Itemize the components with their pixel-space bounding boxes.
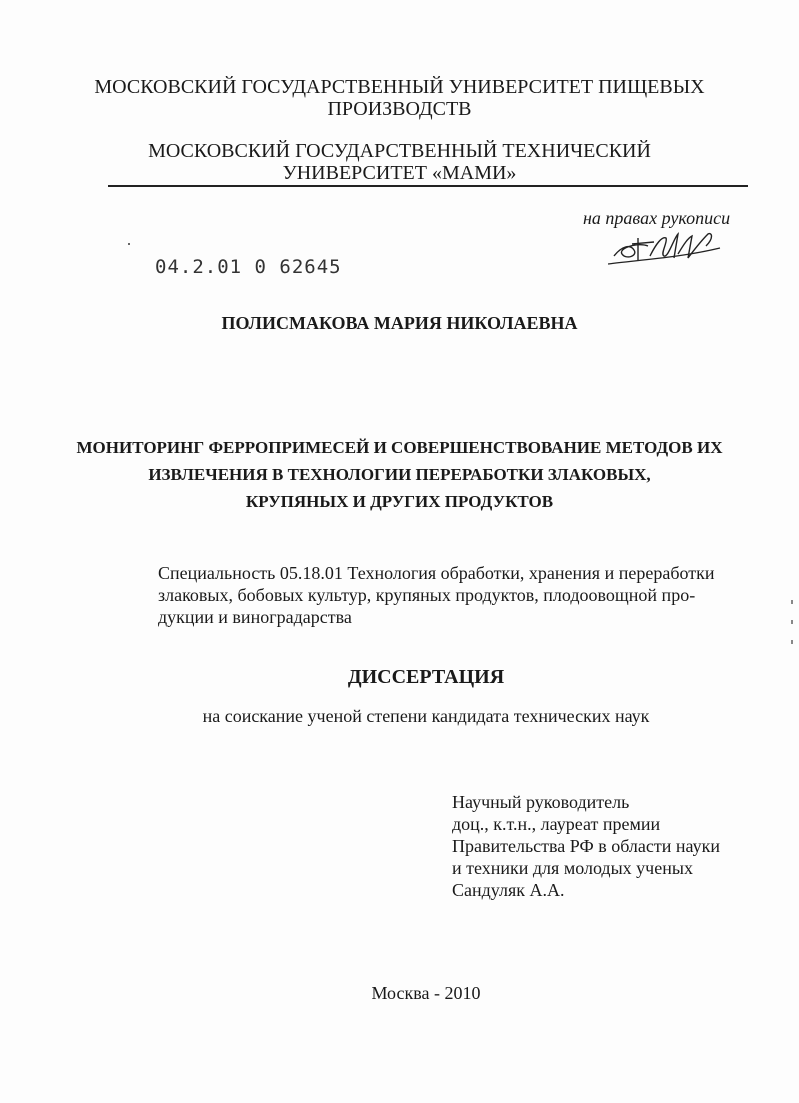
handwritten-signature xyxy=(608,224,728,270)
advisor-line-3: Правительства РФ в области науки xyxy=(452,836,720,856)
advisor-line-5: Сандуляк А.А. xyxy=(452,880,565,900)
scan-edge-mark xyxy=(791,620,793,624)
specialty-line-3: дукции и виноградарства xyxy=(158,607,352,627)
university-1-line-2: ПРОИЗВОДСТВ xyxy=(327,98,472,120)
title-line-3: КРУПЯНЫХ И ДРУГИХ ПРОДУКТОВ xyxy=(245,492,554,511)
university-1-line-1: МОСКОВСКИЙ ГОСУДАРСТВЕННЫЙ УНИВЕРСИТЕТ ПИЩЕВЫХ xyxy=(94,76,705,98)
advisor-line-4: и техники для молодых ученых xyxy=(452,858,693,878)
degree-subtitle: на соискание ученой степени кандидата технических наук xyxy=(202,706,650,726)
title-line-2: ИЗВЛЕЧЕНИЯ В ТЕХНОЛОГИИ ПЕРЕРАБОТКИ ЗЛАКОВЫХ, xyxy=(148,465,651,484)
advisor-line-2: доц., к.т.н., лауреат премии xyxy=(452,814,661,834)
university-2-line-1: МОСКОВСКИЙ ГОСУДАРСТВЕННЫЙ ТЕХНИЧЕСКИЙ xyxy=(148,140,651,162)
manuscript-note: на правах рукописи xyxy=(583,208,731,228)
author-name: ПОЛИСМАКОВА МАРИЯ НИКОЛАЕВНА xyxy=(221,313,578,333)
specialty-line-2: злаковых, бобовых культур, крупяных продуктов, плодоовощной про- xyxy=(158,585,696,605)
scan-speck xyxy=(128,243,130,245)
specialty-line-1: Специальность 05.18.01 Технология обработки, хранения и переработки xyxy=(158,563,715,583)
degree-title: ДИССЕРТАЦИЯ xyxy=(347,666,505,688)
advisor-line-1: Научный руководитель xyxy=(452,792,630,812)
place-and-year: Москва - 2010 xyxy=(371,983,481,1003)
title-line-1: МОНИТОРИНГ ФЕРРОПРИМЕСЕЙ И СОВЕРШЕНСТВОВАНИЕ МЕТОДОВ ИХ xyxy=(76,438,723,457)
scan-edge-mark xyxy=(791,600,793,604)
university-2-line-2: УНИВЕРСИТЕТ «МАМИ» xyxy=(282,162,517,184)
scan-edge-mark xyxy=(791,640,793,644)
registration-number: 04.2.01 0 62645 xyxy=(155,256,342,278)
header-divider xyxy=(108,185,748,187)
